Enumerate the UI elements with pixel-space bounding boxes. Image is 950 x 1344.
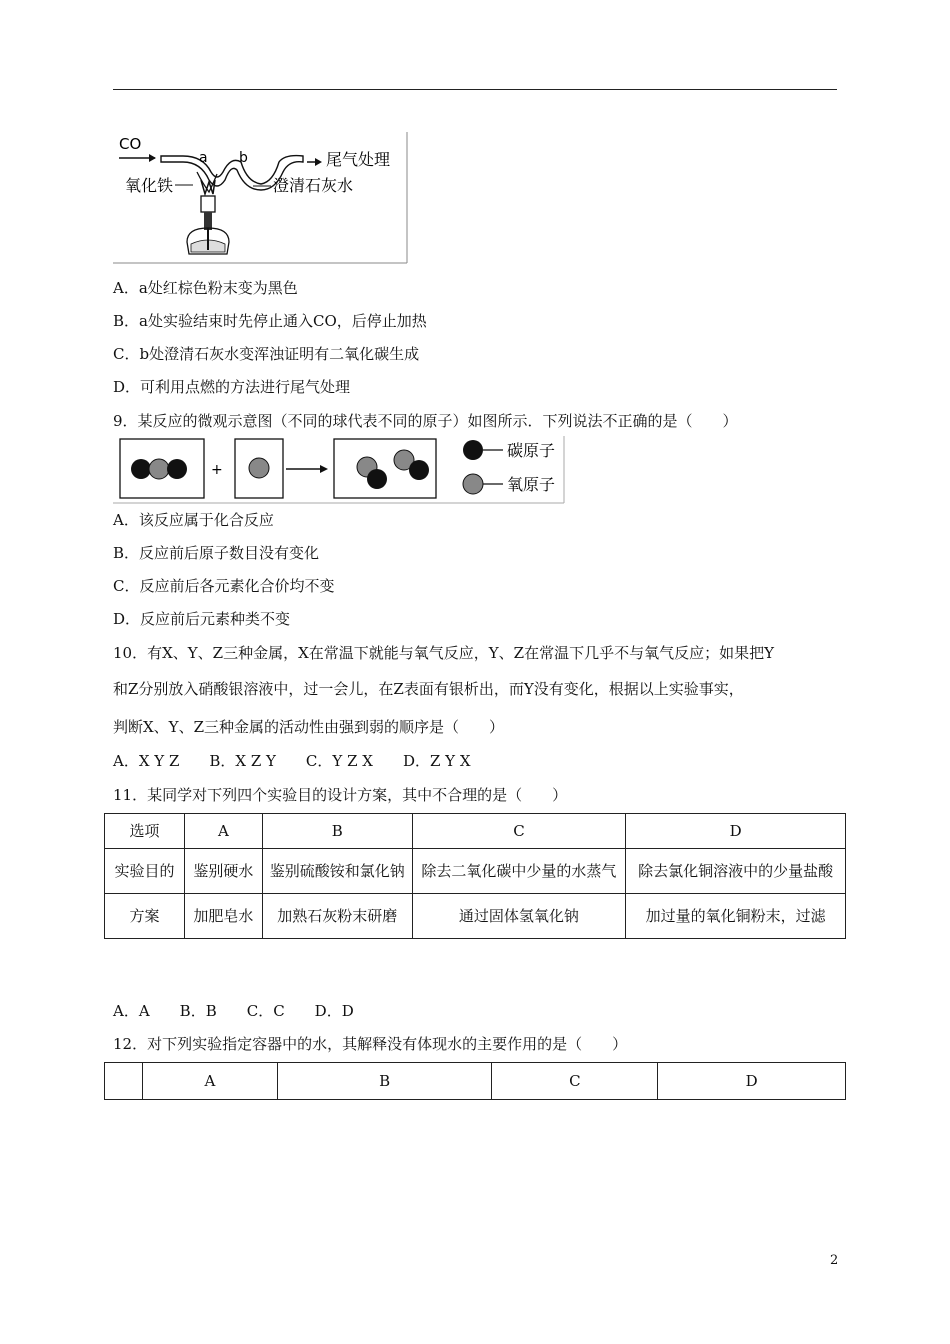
table-cell: D (658, 1063, 846, 1100)
reaction-micro-diagram (113, 436, 565, 505)
q9-option-d: D．反应前后元素种类不变 (113, 610, 291, 628)
table-cell: A (142, 1063, 277, 1100)
table-header-row (105, 814, 846, 849)
label-a: a (199, 150, 208, 166)
q9-option-a: A．该反应属于化合反应 (113, 511, 274, 529)
q11-options: A．A B．B C．C D．D (113, 1002, 354, 1020)
q11-stem: 11．某同学对下列四个实验目的设计方案，其中不合理的是（ ） (113, 786, 568, 804)
table-cell: 加过量的氧化铜粉末，过滤 (626, 894, 846, 939)
table-cell: C (492, 1063, 658, 1100)
table-cell: 选项 (105, 814, 185, 849)
table-cell: 加熟石灰粉末研磨 (262, 894, 412, 939)
q12-stem: 12．对下列实验指定容器中的水，其解释没有体现水的主要作用的是（ ） (113, 1035, 628, 1053)
table-row (105, 894, 846, 939)
table-cell: 鉴别硫酸铵和氯化钠 (262, 849, 412, 894)
table-row (105, 849, 846, 894)
table-cell: 加肥皂水 (184, 894, 262, 939)
table-cell: B (262, 814, 412, 849)
plus-sign: + (211, 462, 223, 478)
q11-table (104, 813, 846, 939)
q12-table (104, 1062, 846, 1100)
table-cell: B (277, 1063, 492, 1100)
table-header-row (105, 1063, 846, 1100)
q9-option-b: B．反应前后原子数目没有变化 (113, 544, 320, 562)
carbon-atom-label: 碳原子 (507, 441, 556, 460)
table-cell: 实验目的 (105, 849, 185, 894)
table-cell: A (184, 814, 262, 849)
table-cell: D (626, 814, 846, 849)
q9-stem: 9．某反应的微观示意图（不同的球代表不同的原子）如图所示．下列说法不正确的是（ ） (113, 412, 738, 430)
page-number: 2 (830, 1253, 839, 1268)
q8-option-b: B．a处实验结束时先停止通入CO，后停止加热 (113, 312, 427, 330)
table-cell: 通过固体氢氧化钠 (412, 894, 626, 939)
top-rule (113, 89, 837, 90)
iron-oxide-label: 氧化铁 (125, 176, 174, 195)
label-b: b (239, 150, 248, 166)
limewater-label: 澄清石灰水 (273, 176, 354, 195)
q8-option-a: A．a处红棕色粉末变为黑色 (113, 279, 298, 297)
co-reduction-apparatus-figure (113, 132, 409, 264)
oxygen-atom-label: 氧原子 (507, 475, 556, 494)
table-cell: 方案 (105, 894, 185, 939)
q10-line-2: 和Z分别放入硝酸银溶液中，过一会儿，在Z表面有银析出，而Y没有变化，根据以上实验事实， (113, 680, 744, 698)
co-label: CO (119, 135, 142, 153)
table-cell: 除去氯化铜溶液中的少量盐酸 (626, 849, 846, 894)
table-cell: 鉴别硬水 (184, 849, 262, 894)
q8-option-c: C．b处澄清石灰水变浑浊证明有二氧化碳生成 (113, 345, 420, 363)
table-cell: C (412, 814, 626, 849)
q10-line-1: 10．有X、Y、Z三种金属，X在常温下就能与氧气反应，Y、Z在常温下几乎不与氧气反应；如果把Y (113, 644, 775, 662)
q10-options: A．X Y Z B．X Z Y C．Y Z X D．Z Y X (113, 752, 471, 770)
table-cell: 除去二氧化碳中少量的水蒸气 (412, 849, 626, 894)
q8-option-d: D．可利用点燃的方法进行尾气处理 (113, 378, 351, 396)
table-cell (105, 1063, 143, 1100)
q9-option-c: C．反应前后各元素化合价均不变 (113, 577, 335, 595)
tail-gas-label: 尾气处理 (326, 150, 391, 169)
q10-line-3: 判断X、Y、Z三种金属的活动性由强到弱的顺序是（ ） (113, 718, 505, 736)
